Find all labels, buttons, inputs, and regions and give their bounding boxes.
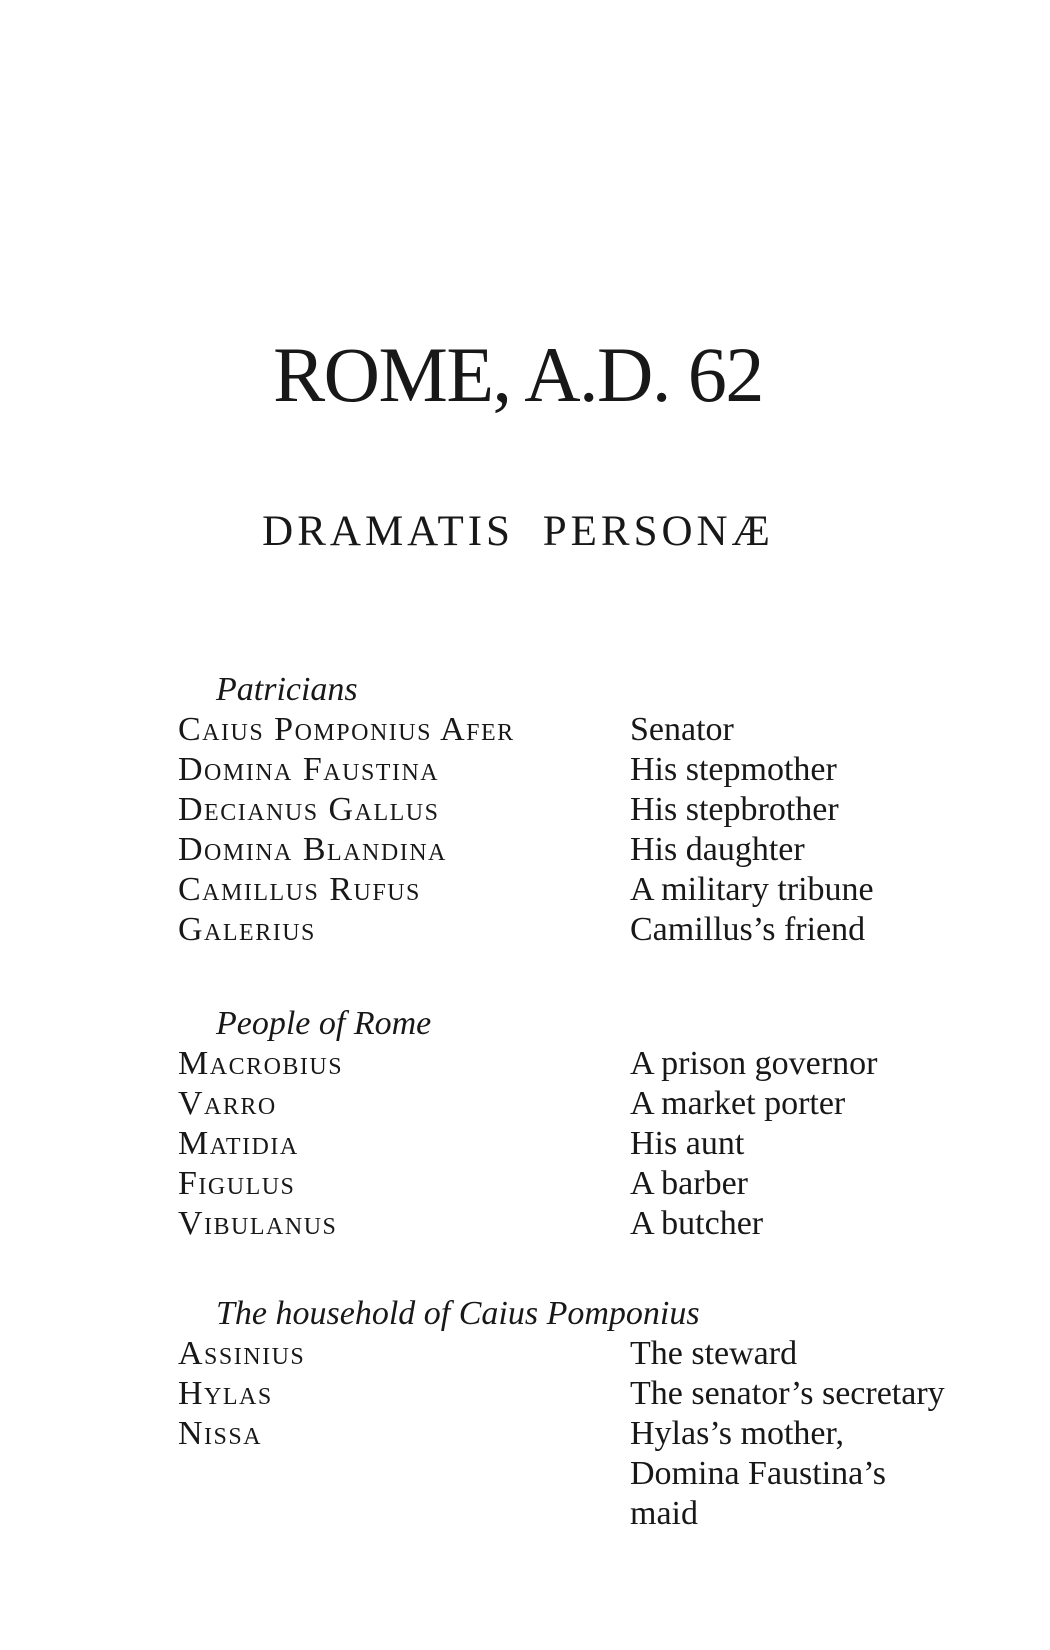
- cast-row: [178, 870, 960, 910]
- cast-row: [178, 750, 960, 790]
- cast-row: [178, 1044, 960, 1084]
- cast-row: [178, 1204, 960, 1244]
- cast-row: [178, 1414, 960, 1534]
- character-name: Nissa: [178, 1415, 263, 1452]
- character-description: A butcher: [630, 1205, 764, 1242]
- character-description: The steward: [630, 1335, 798, 1372]
- character-description: His stepbrother: [630, 791, 839, 828]
- cast-section-patricians: [178, 670, 960, 950]
- cast-row: [178, 1124, 960, 1164]
- cast-row: [178, 790, 960, 830]
- cast-list: [178, 670, 960, 1534]
- character-name: Decianus Gallus: [178, 791, 440, 828]
- page-title: ROME, A.D. 62: [273, 331, 763, 418]
- cast-row: [178, 1084, 960, 1124]
- page-subtitle: DRAMATIS PERSONÆ: [262, 508, 774, 555]
- character-description: His stepmother: [630, 751, 837, 788]
- character-name: Assinius: [178, 1335, 306, 1372]
- character-name: Domina Faustina: [178, 751, 440, 788]
- cast-row: [178, 1334, 960, 1374]
- character-description: A barber: [630, 1165, 749, 1202]
- cast-row: [178, 1164, 960, 1204]
- character-description: A market porter: [630, 1085, 846, 1122]
- character-description: His aunt: [630, 1125, 745, 1162]
- cast-row: [178, 830, 960, 870]
- cast-section-household: [178, 1294, 960, 1534]
- section-header-patricians: Patricians: [216, 671, 358, 708]
- character-name: Macrobius: [178, 1045, 344, 1082]
- character-description: Senator: [630, 711, 734, 748]
- character-name: Figulus: [178, 1165, 296, 1202]
- character-description: His daughter: [630, 831, 805, 868]
- section-header-people-of-rome: People of Rome: [216, 1005, 432, 1042]
- character-description: Hylas’s mother, Domina Faustina’s maid: [630, 1415, 886, 1532]
- character-name: Caius Pomponius Afer: [178, 711, 515, 748]
- character-description: The senator’s secretary: [630, 1375, 945, 1412]
- character-name: Domina Blandina: [178, 831, 447, 868]
- cast-row: [178, 1374, 960, 1414]
- cast-section-people-of-rome: [178, 1004, 960, 1244]
- cast-row: [178, 910, 960, 950]
- character-name: Galerius: [178, 911, 316, 948]
- character-description: A prison governor: [630, 1045, 878, 1082]
- character-name: Matidia: [178, 1125, 299, 1162]
- character-description: A military tribune: [630, 871, 874, 908]
- character-name: Varro: [178, 1085, 277, 1122]
- character-description: Camillus’s friend: [630, 911, 866, 948]
- cast-row: [178, 710, 960, 750]
- character-name: Hylas: [178, 1375, 273, 1412]
- character-name: Vibulanus: [178, 1205, 338, 1242]
- section-header-household: The household of Caius Pomponius: [216, 1295, 700, 1332]
- character-name: Camillus Rufus: [178, 871, 421, 908]
